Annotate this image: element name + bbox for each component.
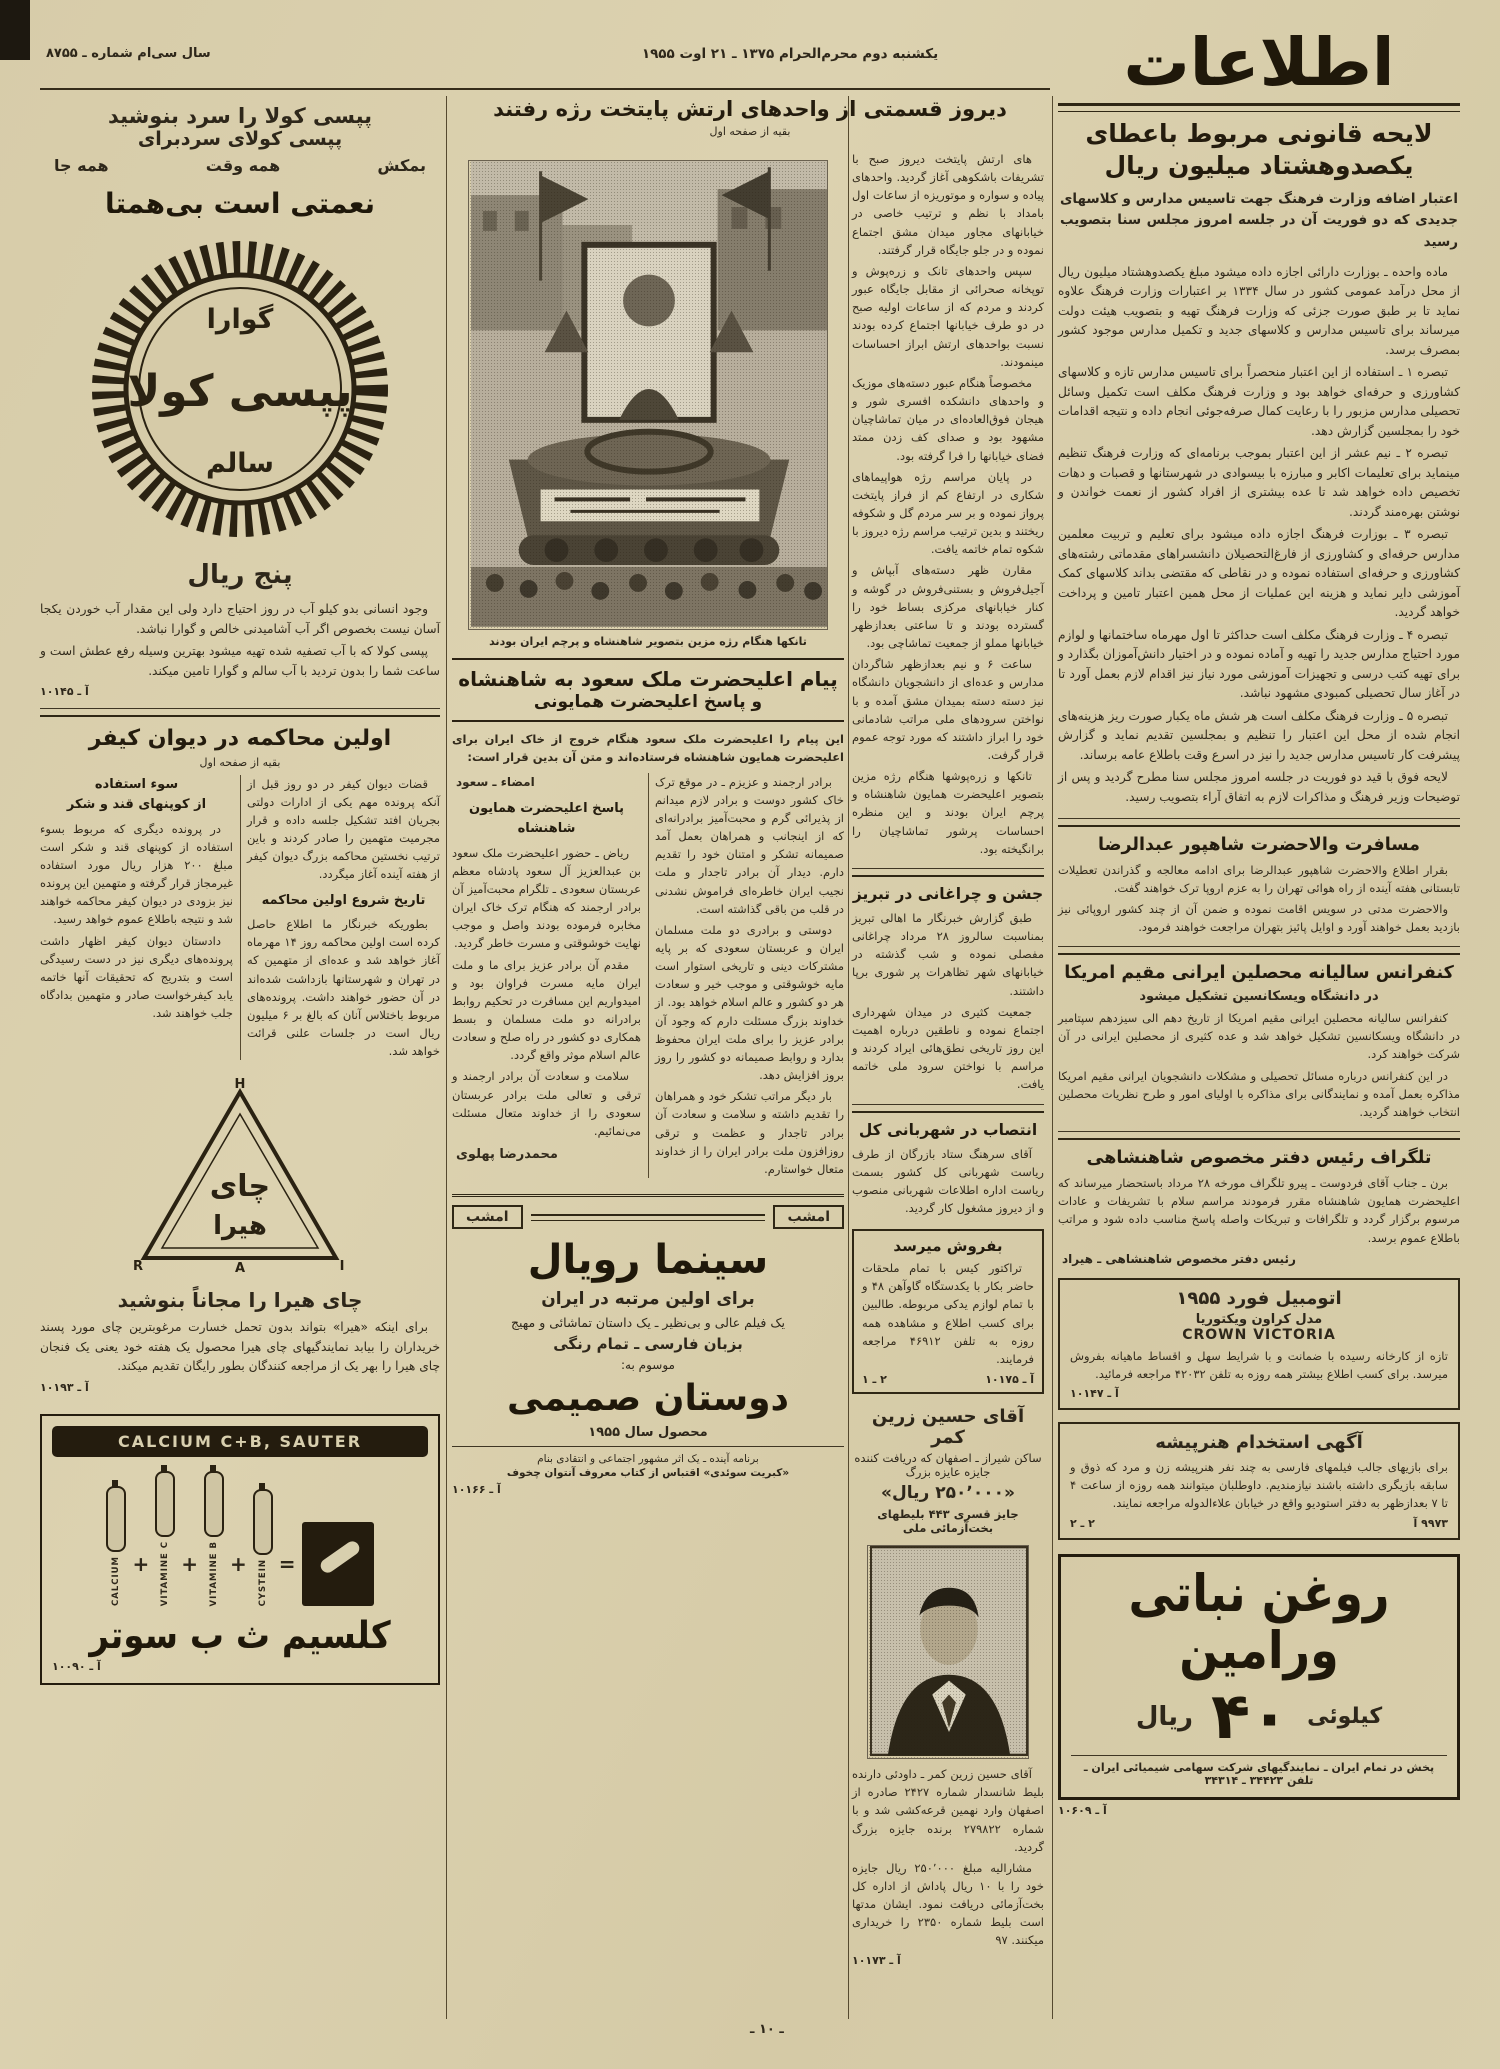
winner-name: آقای حسین زرین کمر bbox=[871, 1406, 1025, 1449]
winner-code: آ ـ ۱۰۱۷۳ bbox=[852, 1953, 901, 1967]
calcium-code: آ ـ ۱۰۰۹۰ bbox=[52, 1660, 101, 1674]
paragraph: تبصره ۳ ـ بوزارت فرهنگ اجازه داده میشود برای تعلیم و تربیت معلمین مدارس حرفه‌ای و کشاورزی از فارغ‌التحصیلان دانشسراهای مقدماتی رشته‌های کشاورزی و حرفه‌ای استفاده نموده و در نقاطی که مقتضی بداند کلاسهای کمک آموزشی دایر نماید و هزینه این عملیات از محل همین اعتبار تامین و پرداخت خواهد گردید. bbox=[1058, 527, 1460, 620]
ampoule bbox=[106, 1486, 126, 1606]
cinema-language-note: بزبان فارسی ـ تمام رنگی bbox=[553, 1335, 743, 1353]
masthead: اطلاعات bbox=[1123, 24, 1395, 101]
law-article bbox=[1058, 118, 1460, 807]
winner-caption-body bbox=[852, 1765, 1044, 1950]
paragraph: جمعیت کثیری در میدان شهرداری اجتماع نموده و ناطقین درباره اهمیت این روز تاریخی نطق‌هائی ایراد کردند و مراسم با نواختن سرود ملی خاتمه یافت. bbox=[852, 1004, 1044, 1092]
film-title: دوستان صمیمی bbox=[507, 1378, 789, 1419]
cinema-titled-note: موسوم به: bbox=[621, 1358, 675, 1372]
ampoule-icon bbox=[204, 1471, 224, 1537]
calcium-ad bbox=[40, 1414, 440, 1685]
forsale-headline: بفروش میرسد bbox=[893, 1237, 1003, 1256]
police-article bbox=[852, 1121, 1044, 1218]
plus-sign: + bbox=[181, 1552, 198, 1577]
ampoule-icon bbox=[253, 1489, 273, 1555]
paragraph: کنفرانس سالیانه محصلین ایرانی مقیم امریکا از تاریخ دهم الی سیزدهم سپتامبر در دانشگاه ویسکانسین تشکیل خواهد شد و عده کثیری از محصلین ایرانی در آن شرکت خواهند کرد. bbox=[1058, 1011, 1460, 1062]
cap-word-bottom: سالم bbox=[205, 448, 275, 479]
oil-ad bbox=[1058, 1554, 1460, 1799]
oil-ad-footer: پخش در تمام ایران ـ نمایندگیهای شرکت سهامی شیمیائی ایران ـ تلفن ۳۴۴۲۳ ـ ۳۴۳۱۴ bbox=[1071, 1755, 1447, 1787]
oil-ad-code: آ ـ ۱۰۶۰۹ bbox=[1058, 1803, 1107, 1817]
saud-body bbox=[452, 773, 844, 1178]
casting-ad-codes bbox=[1070, 1517, 1448, 1530]
paragraph: تبصره ۲ ـ نیم عشر از این اعتبار بموجب برنامه‌ای که وزارت فرهنگ تنظیم مینماید برای تعلیمات اکابر و مبارزه با بیسوادی در شهرستانها و قصبات و دهات تخصیص داده خواهد شد تا عده بیشتری از افراد کشور از نعمت خواندن و نوشتن بهره‌مند گردند. bbox=[1058, 446, 1460, 519]
paragraph: پپسی کولا که با آب تصفیه شده تهیه میشود بهترین وسیله رفع عطش است و ساعت شما را بدون تردید با آب سالم و گوارا تامین میکند. bbox=[40, 644, 440, 678]
parade-photo-caption: تانکها هنگام رژه مزین بتصویر شاهنشاه و پرچم ایران بودند bbox=[489, 635, 807, 648]
ford-ad-body: تازه از کارخانه رسیده با ضمانت و با شرایط سهل و اقساط ماهیانه بفروش میرسد. برای کسب اطلاع بیشتر همه روزه به تلفن ۴۲۰۳۲ مراجعه فرمائید. bbox=[1070, 1348, 1448, 1381]
cinema-rule bbox=[452, 1446, 844, 1447]
hira-name-line2: هیرا bbox=[213, 1211, 267, 1242]
casting-ad-code: ۹۹۷۳ آ bbox=[1413, 1517, 1448, 1531]
saud-headline-box bbox=[452, 658, 844, 722]
plus-sign: + bbox=[230, 1552, 247, 1577]
hira-letter: H bbox=[234, 1078, 246, 1093]
paragraph: در پایان مراسم رژه هواپیماهای شکاری در ارتفاع کم از فراز پایتخت پرواز نموده و بر سر مردم گل و شکوفه ریختند و بدین ترتیب مراسم رژه دیروز با شکوه تمام خاتمه یافت. bbox=[852, 469, 1044, 557]
hira-headline: چای هیرا را مجاناً بنوشید bbox=[117, 1288, 363, 1313]
pepsi-code: آ ـ ۱۰۱۴۵ bbox=[40, 685, 89, 699]
pepsi-keyword: بمکش bbox=[377, 156, 426, 175]
ford-ad-model-latin: CROWN VICTORIA bbox=[1182, 1326, 1336, 1343]
saud-message-paras bbox=[655, 773, 844, 1178]
ampoule-label: VITAMINE C bbox=[160, 1541, 171, 1607]
safar-body bbox=[1058, 861, 1460, 937]
paragraph: برای اینکه «هیرا» بتواند بدون تحمل خسارت مرغوبترین چای مورد پسند خریداران را بیابد نمایندگیهای چای هیرا محصول یک هفته خود یعنی یک فنجان چای هیرا را بهر یک از مراجعه کنندگان بطور رایگان تقدیم میکند. bbox=[40, 1320, 440, 1374]
pepsi-keywords bbox=[40, 150, 440, 175]
telegram-body bbox=[1058, 1174, 1460, 1247]
pepsi-slogan: نعمتی است بی‌همتا bbox=[104, 187, 376, 220]
paragraph: تبصره ۴ ـ وزارت فرهنگ مکلف است حداکثر تا اول مهرماه ساختمانها و لوازم مورد احتیاج مدارس جدید را تهیه و آماده نموده و در اختیار دانش‌آموزان بگذارد و برای تهیه کتب درسی و تجهیزات آموزشی مورد نیاز نیز اقدام لازم بعمل آورد تا در آغاز سال تحصیلی کمبودی مشهود نباشد. bbox=[1058, 627, 1460, 701]
equals-sign: = bbox=[278, 1552, 296, 1577]
middle-column bbox=[452, 150, 844, 1496]
winner-photo bbox=[867, 1545, 1029, 1759]
law-subhead: اعتبار اضافه وزارت فرهنگ جهت تاسیس مدارس و کلاسهای جدیدی که دو فوریت آن در جلسه امروز مجلس سنا بتصویب رسید bbox=[1060, 190, 1458, 250]
police-body bbox=[852, 1145, 1044, 1218]
plus-sign: + bbox=[132, 1552, 150, 1577]
saud-intro: این پیام را اعلیحضرت ملک سعود هنگام خروج از خاک ایران برای اعلیحضرت همایون شاهنشاه فرستاده‌اند و متن آن بدین قرار است: bbox=[452, 732, 844, 765]
paragraph: برن ـ جناب آقای فردوست ـ پیرو تلگراف مورخه ۲۸ مرداد باستحضار میرساند که اعلیحضرت همایون شاهنشاه مقرر فرمودند مراسم سلام با تشریفات و عادات مرسوم برگزار گردد و تلگرافات و تبریکات واصله پاسخ مناسب داده شود و مراتب باطلاع عموم برسد. bbox=[1058, 1176, 1460, 1245]
ampoule-label: CALCIUM bbox=[111, 1556, 122, 1607]
ford-ad-code: آ ـ ۱۰۱۴۷ bbox=[1070, 1387, 1119, 1400]
masthead-rule bbox=[1058, 103, 1460, 112]
header-rule bbox=[40, 88, 1050, 90]
saud-signature: امضاء ـ سعود bbox=[456, 774, 535, 789]
ampoule-label: VITAMINE B bbox=[209, 1540, 219, 1607]
saud-headline-2: و پاسخ اعلیحضرت همایونی bbox=[533, 692, 763, 712]
paragraph: بقرار اطلاع والاحضرت شاهپور عبدالرضا برای ادامه معالجه و گذراندن تعطیلات تابستانی هفته آینده از راه هوائی تهران را به عزم اروپا ترک خواهند گفت. bbox=[1058, 862, 1460, 895]
section-rule bbox=[1058, 818, 1460, 827]
telegram-headline: تلگراف رئیس دفتر مخصوص شاهنشاهی bbox=[1086, 1148, 1432, 1169]
parade-photo-graphic bbox=[471, 161, 827, 627]
paragraph: قضات دیوان کیفر در دو روز قبل از آنکه پرونده مهم یکی از ادارات دولتی بجریان افتد تشکیل جلسه داده و قرار مجرمیت متهمین را صادر کردند و باین ترتیب نخستین محاکمه بزرگ دیوان کیفر از هفته آینده آغاز میگردد. bbox=[247, 776, 440, 882]
hira-triangle-logo bbox=[130, 1078, 350, 1274]
cinema-tagline: برای اولین مرتبه در ایران bbox=[541, 1289, 755, 1309]
trial-midhead: از کوپنهای قند و شکر bbox=[66, 797, 207, 813]
column-rule bbox=[446, 96, 447, 2019]
hira-code: آ ـ ۱۰۱۹۳ bbox=[40, 1380, 89, 1394]
pepsi-bottlecap-logo bbox=[75, 224, 405, 554]
paragraph: در این کنفرانس درباره مسائل تحصیلی و مشکلات دانشجویان ایرانی مقیم امریکا مذاکره بعمل آمده و نمایندگانی برای مذاکره با اولیای امور و طرح نظریات محصلین انتخاب خواهند گردید. bbox=[1058, 1068, 1460, 1119]
tabriz-article bbox=[852, 885, 1044, 1094]
cinema-description: یک فیلم عالی و بی‌نظیر ـ یک داستان تماشائی و مهیج bbox=[510, 1315, 786, 1330]
oil-ad-unit: کیلوئی bbox=[1307, 1704, 1383, 1730]
trial-article bbox=[40, 725, 440, 1060]
police-headline: انتصاب در شهربانی کل bbox=[858, 1120, 1038, 1139]
tonight-badge: امشب bbox=[773, 1205, 844, 1229]
calcium-brand-banner: CALCIUM C+B, SAUTER bbox=[52, 1426, 428, 1457]
hira-body bbox=[40, 1318, 440, 1377]
forsale-codes bbox=[862, 1373, 1034, 1386]
tabriz-headline: جشن و چراغانی در تبریز bbox=[852, 884, 1044, 903]
law-headline-1: لایحه قانونی مربوط باعطای bbox=[1085, 119, 1433, 149]
oil-ad-currency: ریال bbox=[1135, 1701, 1193, 1732]
paragraph: تراکتور کیس با تمام ملحقات حاضر بکار با یکدستگاه گاوآهن ۴۸ و با تمام لوازم یدکی مربوطه. طالبین برای کسب اطلاع و مشاهده همه روزه به تلفن ۴۶۹۱۲ مراجعه فرمایند. bbox=[862, 1261, 1034, 1366]
parade-headline: دیروز قسمتی از واحدهای ارتش پایتخت رژه رفتند bbox=[493, 97, 1007, 121]
conference-subhead: در دانشگاه ویسکانسین تشکیل میشود bbox=[1139, 989, 1379, 1005]
parade-article-header bbox=[452, 96, 1048, 138]
column-rule bbox=[1052, 96, 1053, 2019]
cinema-next-program: برنامه آینده ـ یک اثر مشهور اجتماعی و انتقادی بنام bbox=[537, 1453, 759, 1465]
paragraph: در پرونده دیگری که مربوط بسوء استفاده از کوپنهای قند و شکر است مبلغ ۲۰۰ هزار ریال مورد استفاده غیرمجاز قرار گرفته و متهمین این پرونده نیز بزودی در دیوان کیفر محاکمه خواهند شد و نتیجه باطلاع عموم خواهد رسید. bbox=[40, 821, 233, 927]
paragraph: برادر ارجمند و عزیزم ـ در موقع ترک خاک کشور دوست و برادر لازم میدانم از پذیرائی گرم و محبت‌آمیز برادرانه‌ای که از اینجانب و همراهان بعمل آمد صمیمانه تشکر و امتنان خود را تقدیم دارم. دیدار آن برادر تاجدار و ملت نجیب ایران خاطره‌ای فراموش نشدنی در قلب من باقی گذاشته است. bbox=[655, 774, 844, 916]
section-rule bbox=[852, 868, 1044, 877]
ampoule bbox=[155, 1471, 175, 1606]
pepsi-body bbox=[40, 600, 440, 681]
paragraph: ماده واحده ـ بوزارت دارائی اجازه داده میشود مبلغ یکصدوهشتاد میلیون ریال از محل درآمد عمومی کشور در سال ۱۳۳۴ بر اعتبارات وزارت فرهنگ علاوه نماید تا بر طبق صورت جزئی که وزارت فرهنگ تهیه و بتصویب هیئت دولت میرساند برای تاسیس مدارس و کلاسهای جدید و تکمیل مدارس موجود کشور بمصرف برسد. bbox=[1058, 264, 1460, 357]
parade-photo bbox=[468, 160, 828, 630]
section-rule bbox=[40, 708, 440, 717]
trial-midhead: تاریخ شروع اولین محاکمه bbox=[261, 892, 426, 908]
continued-note: بقیه از صفحه اول bbox=[709, 125, 791, 139]
ford-ad bbox=[1058, 1278, 1460, 1410]
pepsi-keyword: همه جا bbox=[54, 156, 109, 175]
paragraph: وجود انسانی بدو کیلو آب در روز احتیاج دارد ولی این مقدار آب خوردن یکجا آسان نیست بخصوص اگر آب آشامیدنی خالص و گوارا نباشد. bbox=[40, 602, 440, 636]
right-column bbox=[1058, 24, 1460, 1817]
section-rule bbox=[852, 1104, 1044, 1113]
paragraph: بار دیگر مراتب تشکر خود و همراهان را تقدیم داشته و سلامت و سعادت آن برادر تاجدار و عظمت و ترقی روزافزون ملت برادر ایران را از خداوند متعال خواستارم. bbox=[655, 1089, 844, 1176]
cinema-ad bbox=[452, 1194, 844, 1496]
oil-ad-price: ۴۰ bbox=[1210, 1679, 1290, 1754]
oil-ad-title: روغن نباتی ورامین bbox=[1128, 1563, 1390, 1681]
page-number: ـ ۱۰ ـ bbox=[750, 2022, 784, 2037]
hira-name-line1: چای bbox=[209, 1169, 271, 1205]
paragraph: مخصوصاً هنگام عبور دسته‌های موزیک و واحدهای دانشکده افسری شور و هیجان فوق‌العاده‌ای در میان تماشاچیان مشهود بود و صدای کف زدن ممتد فضای خیابانها را فرا گرفته بود. bbox=[852, 375, 1044, 463]
saud-reply-paras bbox=[452, 844, 641, 1141]
ampoule bbox=[253, 1489, 273, 1606]
left-column bbox=[40, 96, 440, 1685]
trial-body bbox=[40, 775, 440, 1061]
winner-line: ساکن شیراز ـ اصفهان که دریافت کننده جایزه عایزه بزرگ bbox=[854, 1451, 1042, 1480]
ford-ad-model: مدل کراون ویکتوریا bbox=[1195, 1311, 1323, 1327]
saud-headline-1: پیام اعلیحضرت ملک سعود به شاهنشاه bbox=[458, 667, 838, 691]
paragraph: ریاض ـ حضور اعلیحضرت ملک سعود بن عبدالعزیز آل سعود پادشاه معظم عربستان سعودی ـ تلگرام محبت‌آمیز آن برادر ارجمند که هنگام ترک خاک ایران مخابره فرموده بودند واصل و موجب نهایت خوشوقتی و مسرت خاطر گردید. bbox=[452, 845, 641, 951]
section-rule bbox=[1058, 1131, 1460, 1140]
paragraph: تانکها و زره‌پوشها هنگام رژه مزین بتصویر اعلیحضرت همایون شاهنشاه و پرچم ایران بودند و این منظره احساسات پرشور تماشاچیان را برانگیخته بود. bbox=[852, 769, 1044, 856]
oil-ad-price-row bbox=[1071, 1679, 1447, 1754]
cinema-ad-top bbox=[452, 1205, 844, 1229]
winner-prize: «۲۵۰٬۰۰۰ ریال» bbox=[881, 1483, 1015, 1504]
conference-article bbox=[1058, 963, 1460, 1121]
pepsi-price: پنج ریال bbox=[187, 560, 293, 590]
section-rule bbox=[1058, 946, 1460, 955]
casting-ad-title: آگهی استخدام هنرپیشه bbox=[1155, 1432, 1363, 1453]
scan-artifact bbox=[0, 0, 30, 60]
paragraph: طبق گزارش خبرنگار ما اهالی تبریز بمناسبت سالروز ۲۸ مرداد چراغانی مفصلی نموده و شب گذشته در خیابانهای شهر تظاهرات پر شوری برپا داشتند. bbox=[852, 910, 1044, 998]
film-year: محصول سال ۱۹۵۵ bbox=[588, 1425, 708, 1440]
forsale-run-count: ۲ ـ ۱ bbox=[862, 1373, 887, 1387]
trial-headline: اولین محاکمه در دیوان کیفر bbox=[88, 726, 392, 752]
law-headline-2: یکصدوهشتاد میلیون ریال bbox=[1104, 150, 1414, 180]
hira-letter: A bbox=[234, 1261, 246, 1275]
hira-letter: I bbox=[339, 1259, 345, 1275]
ampoule-icon bbox=[155, 1471, 175, 1537]
paragraph: مقدم آن برادر عزیز برای ما و ملت ایران مایه مسرت فراوان بود و امیدواریم این مسافرت در تحکیم روابط برادرانه دو ملت مسلمان و بسط همکاری دو کشور در راه صلح و سعادت عالم اسلام موثر واقع گردد. bbox=[452, 957, 641, 1063]
calcium-product-box bbox=[302, 1522, 374, 1606]
issue-info: سال سی‌ام شماره ـ ۸۷۵۵ bbox=[46, 46, 211, 61]
parade-body-column bbox=[852, 150, 1044, 1967]
law-body bbox=[1058, 263, 1460, 808]
telegram-article bbox=[1058, 1148, 1460, 1266]
saud-reply-headline: پاسخ اعلیحضرت همایون شاهنشاه bbox=[469, 800, 624, 837]
column-rule bbox=[848, 96, 849, 2019]
parade-body bbox=[852, 150, 1044, 858]
paragraph: مشارالیه مبلغ ۲۵۰٬۰۰۰ ریال جایزه خود را با ۱۰ ریال پاداش از اداره کل بخت‌آزمائی دریافت نمود. ایشان مدتها است بلیط شماره ۲۳۵۰ را خریداری میکنند. ۹۷ bbox=[852, 1860, 1044, 1948]
casting-ad-run-count: ۲ ـ ۲ bbox=[1070, 1517, 1095, 1531]
forsale-code: آ ـ ۱۰۱۷۵ bbox=[985, 1373, 1034, 1387]
pepsi-keyword: همه وقت bbox=[205, 156, 281, 175]
cinema-name: سینما رویال bbox=[527, 1237, 769, 1283]
casting-ad bbox=[1058, 1422, 1460, 1540]
winner-line: جایز قسری ۴۴۳ بلیطهای بخت‌آزمائی ملی bbox=[877, 1507, 1019, 1536]
conference-body bbox=[1058, 1009, 1460, 1121]
cinema-rule bbox=[531, 1214, 766, 1221]
lottery-winner-notice bbox=[852, 1406, 1044, 1967]
pepsi-headline-2: پپسی کولای سردبرای bbox=[137, 128, 343, 150]
ampoule bbox=[204, 1471, 224, 1606]
paragraph: تبصره ۱ ـ استفاده از این اعتبار منحصراً برای تاسیس مدارس تازه و کلاسهای کشاورزی و حرفه‌ای خواهد بود و وزارت فرهنگ مکلف است تکمیل وسائل تحصیلی مدارس مزبور را با رعایت کمال صرفه‌جوئی انجام داده و نتیجه اقدامات خود را بمجلسین گزارش دهد. bbox=[1058, 365, 1460, 438]
telegram-signature: رئیس دفتر مخصوص شاهنشاهی ـ هیراد bbox=[1062, 1251, 1296, 1266]
conference-headline: کنفرانس سالیانه محصلین ایرانی مقیم امریکا bbox=[1064, 963, 1454, 984]
ampoule-label: CYSTEIN bbox=[257, 1558, 268, 1607]
continued-note: بقیه از صفحه اول bbox=[199, 755, 281, 769]
paragraph: آقای سرهنگ ستاد بازرگان از طرف ریاست شهربانی کل کشور بسمت ریاست اداره اطلاعات شهربانی منصوب و از دیروز مشغول کار گردید. bbox=[852, 1146, 1044, 1215]
cinema-code: آ ـ ۱۰۱۶۶ bbox=[452, 1483, 501, 1496]
paragraph: سلامت و سعادت آن برادر ارجمند و ترقی و تعالی ملت برادر عربستان سعودی را از خداوند متعال مسئلت می‌نمائیم. bbox=[452, 1069, 641, 1138]
cap-word-top: گوارا bbox=[206, 304, 274, 335]
paragraph: والاحضرت مدتی در سویس اقامت نموده و ضمن آن از چند کشور اروپائی نیز بازدید بعمل خواهند آورد و اوایل پائیز بتهران مراجعت خواهند فرمود. bbox=[1058, 901, 1460, 934]
paragraph: لایحه فوق با قید دو فوریت در جلسه امروز مجلس سنا مطرح گردید و پس از توضیحات وزیر فرهنگ و مذاکرات لازم به اتفاق آراء بتصویب رسید. bbox=[1058, 770, 1460, 804]
paragraph: تبصره ۵ ـ وزارت فرهنگ مکلف است هر شش ماه یکبار صورت ریز هزینه‌های انجام شده از محل این اعتبار را تنظیم و بمجلسین تقدیم نماید و گزارش پیشرفت کار تاسیس مدارس جدید را نیز در اسرع وقت باطلاع عامه برساند. bbox=[1058, 708, 1460, 762]
hira-tea-ad bbox=[40, 1078, 440, 1394]
calcium-ampoules-graphic bbox=[52, 1471, 428, 1606]
saud-reply-signature: محمدرضا پهلوی bbox=[456, 1147, 558, 1163]
paragraph: آقای حسین زرین کمر ـ داودئی دارنده بلیط شانسدار شماره ۲۴۲۷ صادره از اصفهان وارد نهمین قرعه‌کشی شد و با شماره ۲۷۹۸۲۲ برنده جایزه بزرگ گردید. bbox=[852, 1767, 1044, 1854]
pepsi-headline-1: پپسی کولا را سرد بنوشید bbox=[107, 104, 373, 128]
ford-ad-title: اتومبیل فورد ۱۹۵۵ bbox=[1176, 1287, 1342, 1309]
winner-portrait-graphic bbox=[870, 1546, 1028, 1756]
forsale-body bbox=[862, 1259, 1034, 1368]
casting-ad-body: برای بازیهای جالب فیلمهای فارسی به چند نفر هنرپیشه زن و مرد که ذوق و سابقه بازیگری داشته باشند نیازمندیم. داوطلبان میتوانند همه روزه از ساعت ۴ تا ۷ بعدازظهر به دفتر استودیو واقع در خیابان علاءالدوله مراجعه نمایند. bbox=[1070, 1460, 1448, 1511]
paragraph: ساعت ۶ و نیم بعدازظهر شاگردان مدارس و عده‌ای از دانشجویان دانشگاه نیز دسته دسته بمیدان مشق آمده و با نواختن سرودهای ملی مراتب شادمانی خود را ابراز داشتند که مورد توجه عموم قرار گرفت. bbox=[852, 657, 1044, 762]
paragraph: های ارتش پایتخت دیروز صبح با تشریفات باشکوهی آغاز گردید. واحدهای پیاده و سواره و موتوریزه از ساعات اول بامداد با نظم و ترتیب خاصی در خیابانهای مجاور میدان مشق اجتماع نموده و در جلو جایگاه قرار گرفتند. bbox=[852, 152, 1044, 257]
tonight-badge: امشب bbox=[452, 1205, 523, 1229]
paragraph: بطوریکه خبرنگار ما اطلاع حاصل کرده است اولین محاکمه روز ۱۴ مهرماه آغاز خواهد شد و عده‌ای از متهمین که در تهران و شهرستانها بازداشت شده‌اند در آن حضور خواهند داشت. پرونده‌های مربوط باختلاس آنان که بالغ بر ۶ میلیون ریال است در جلسات علنی قرائت خواهد شد. bbox=[247, 917, 440, 1059]
safar-headline: مسافرت والاحضرت شاهپور عبدالرضا bbox=[1098, 834, 1420, 855]
forsale-ad bbox=[852, 1229, 1044, 1394]
hira-letter: R bbox=[132, 1259, 144, 1275]
dateline: یکشنبه دوم محرم‌الحرام ۱۳۷۵ ـ ۲۱ اوت ۱۹۵۵ bbox=[641, 46, 939, 62]
calcium-product-name: کلسیم ث ب سوتر bbox=[89, 1614, 391, 1659]
tabriz-body bbox=[852, 909, 1044, 1094]
ampoule-icon bbox=[106, 1486, 126, 1552]
paragraph: دوستی و برادری دو ملت مسلمان ایران و عربستان سعودی که بر پایه مشترکات دینی و تاریخی استوار است مایه خوشوقتی و موجب خیر و سعادت هر دو کشور و عالم اسلام خواهد بود. از خداوند بزرگ مسئلت دارم که وجود آن برادر عزیز را برای ملت ایران محفوظ بدارد و روابط صمیمانه دو کشور را روز بروز افزایش دهد. bbox=[655, 922, 844, 1083]
safar-article bbox=[1058, 835, 1460, 937]
trial-midhead: سوء استفاده bbox=[94, 776, 179, 792]
pepsi-ad bbox=[40, 104, 440, 698]
cap-word-main: پپسی کولا bbox=[127, 366, 353, 417]
paragraph: سپس واحدهای تانک و زره‌پوش و توپخانه صحرائی از مقابل جایگاه عبور کردند و مردم که از ساعات اولیه صبح در دو طرف خیابانها اجتماع کرده بودند نسبت بواحدهای ارتش ابراز احساسات مینمودند. bbox=[852, 263, 1044, 369]
cinema-next-title: «کبریت سوئدی» اقتباس از کتاب معروف آنتوان چخوف bbox=[506, 1467, 790, 1479]
paragraph: مقارن ظهر دسته‌های آبپاش و آجیل‌فروش و بستنی‌فروش در گوشه و کنار خیابانهای مرکزی بساط خود را گسترده بودند و تا ساعتی بعدازظهر خیابانها مملو از جمعیت تماشاچی بود. bbox=[852, 563, 1044, 651]
paragraph: دادستان دیوان کیفر اظهار داشت پرونده‌های دیگری نیز در دست رسیدگی است و بتدریج که تحقیقات آنها خاتمه یابد کیفرخواست صادر و متهمین بدادگاه جلب خواهند شد. bbox=[40, 933, 233, 1021]
